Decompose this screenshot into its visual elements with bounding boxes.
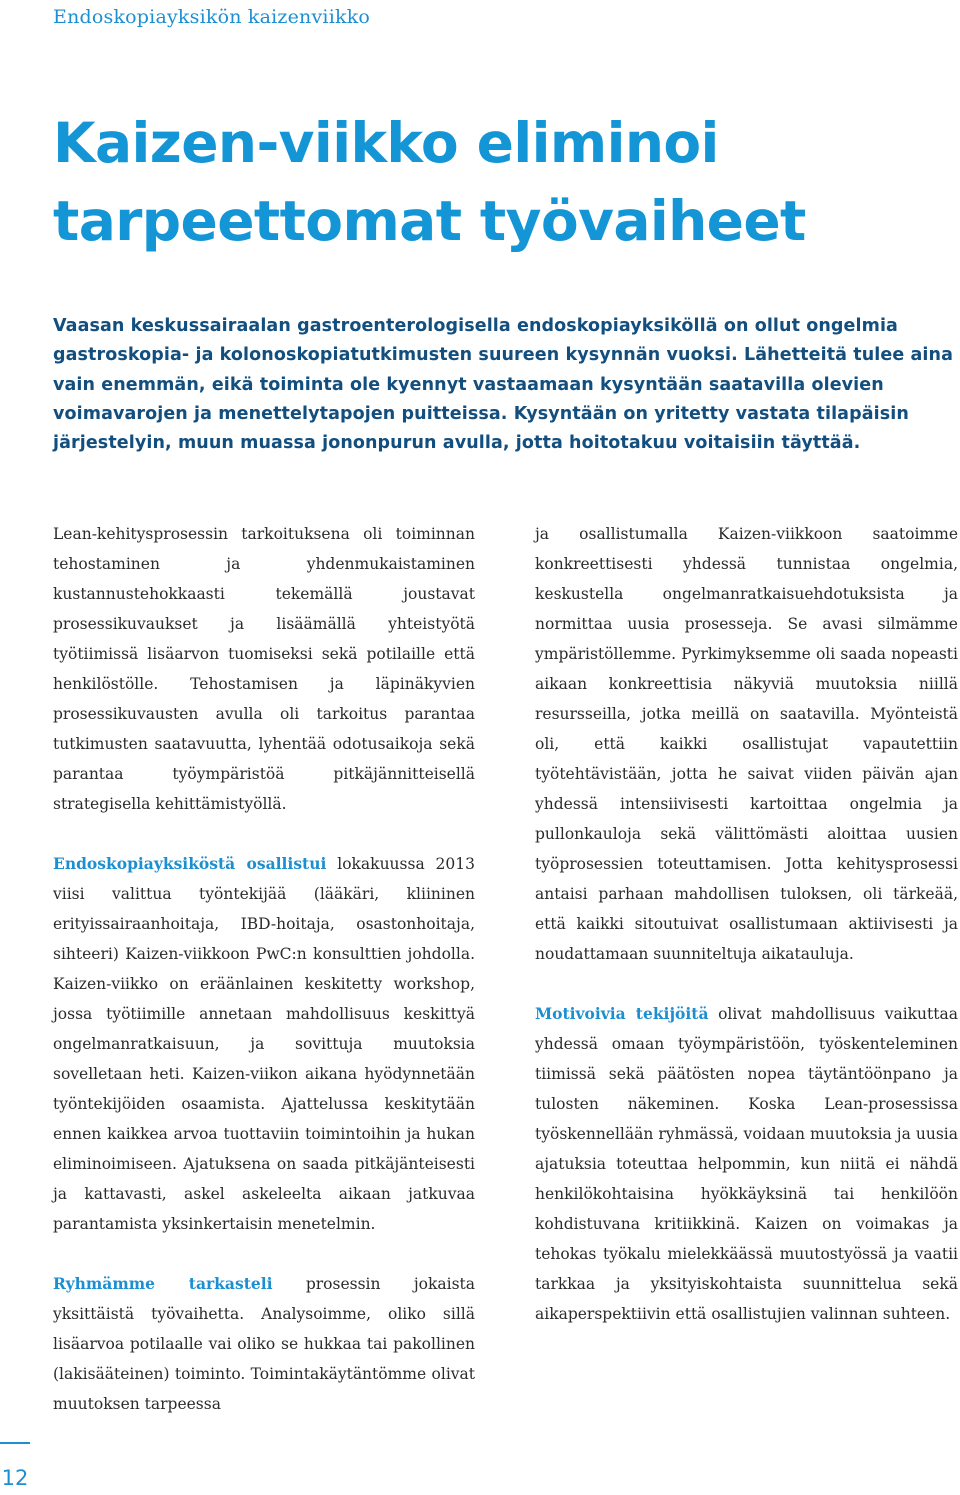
article-headline	[53, 104, 933, 260]
left-paragraph-2-lead-in: Endoskopiayksiköstä osallistui	[53, 854, 327, 873]
left-paragraph-1: Lean-kehitysprosessin tarkoituksena oli toiminnan tehostaminen ja yhdenmukaistaminen kustannustehokkaasti tekemällä joustavat prosessikuvaukset ja lisäämällä yhteistyötä työtiimissä lisäarvon tuomiseksi sekä potilaille että henkilöstölle. Tehostamisen ja läpinäkyvien prosessikuvausten avulla oli tarkoitus parantaa tutkimusten saatavuutta, lyhentää odotusaikoja sekä parantaa työympäristöä pitkäjännitteisellä strategisella kehittämistyöllä.	[53, 525, 475, 813]
left-paragraph-2-body: lokakuussa 2013 viisi valittua työntekijää (lääkäri, kliininen erityissairaanhoitaja, IBD-hoitaja, osastonhoitaja, sihteeri) Kaizen-viikkoon PwC:n konsulttien johdolla. Kaizen-viikko on eräänlainen keskitetty workshop, jossa työtiimille annetaan mahdollisuus keskittyä ongelmanratkaisuun, ja sovittuja muutoksia sovelletaan heti. Kaizen-viikon aikana hyödynnetään työntekijöiden osaamista. Ajattelussa keskitytään ennen kaikkea arvoa tuottaviin toimintoihin ja hukan eliminoimiseen. Ajatuksena on saada pitkäjänteisesti ja kattavasti, askel askeleelta aikaan jatkuvaa parantamista yksinkertaisin menetelmin.	[53, 855, 476, 1233]
left-paragraph-3-body: prosessin jokaista yksittäistä työvaihetta. Analysoimme, oliko sillä lisäarvoa potilaalle vai oliko se hukkaa tai pakollinen (lakisääteinen) toiminto. Toimintakäytäntömme olivat muutoksen tarpeessa	[53, 1275, 475, 1413]
headline-line-2: tarpeettomat työvaiheet	[53, 189, 806, 253]
left-paragraph-2	[53, 849, 475, 1239]
left-column	[53, 519, 475, 1419]
right-column	[535, 519, 958, 1329]
right-paragraph-1: ja osallistumalla Kaizen-viikkoon saatoimme konkreettisesti yhdessä tunnistaa ongelmia, keskustella ongelmanratkaisuehdotuksista ja normittaa uusia prosesseja. Se avasi silmämme ympäristöllemme. Pyrkimyksemme oli saada nopeasti aikaan konkreettisia näkyviä muutoksia niillä resursseilla, jotka meillä on saatavilla. Myönteistä oli, että kaikki osallistujat vapautettiin työtehtävistään, jotta he saivat viiden päivän ajan yhdessä intensiivisesti kartoittaa ongelmia ja pullonkauloja sekä välittömästi aloittaa uusien työprosessien toteuttamisen. Jotta kehitysprosessi antaisi parhaan mahdollisen tuloksen, oli tärkeää, että kaikki sitoutuivat osallistumaan aktiivisesti ja noudattamaan suunniteltuja aikatauluja.	[535, 525, 958, 963]
article-lede: Vaasan keskussairaalan gastroenterologisella endoskopiayksiköllä on ollut ongelmia gastroskopia- ja kolonoskopiatutkimusten suureen kysynnän vuoksi. Lähetteitä tulee aina vain enemmän, eikä toiminta ole kyennyt vastaamaan kysyntään saatavilla olevien voimavarojen ja menettelytapojen puitteissa. Kysyntään on yritetty vastata tilapäisin järjestelyin, muun muassa jononpurun avulla, jotta hoitotakuu voitaisiin täyttää.	[53, 316, 953, 454]
page-number: 12	[1, 1466, 29, 1490]
section-tag: Endoskopiayksikön kaizenviikko	[53, 6, 371, 28]
headline-line-1: Kaizen-viikko eliminoi	[53, 111, 719, 175]
right-paragraph-2-body: olivat mahdollisuus vaikuttaa yhdessä omaan työympäristöön, työskenteleminen tiimissä sekä päätösten nopea täytäntöönpano ja tulosten näkeminen. Koska Lean-prosessissa työskennellään ryhmässä, voidaan muutoksia ja uusia ajatuksia toteuttaa helpommin, kun niitä ei nähdä henkilökohtaisina hyökkäyksinä tai henkilöön kohdistuvana kritiikkinä. Kaizen on voimakas ja tehokas työkalu mielekkäässä muutostyössä ja vaatii tarkkaa ja yksityiskohtaista suunnittelua sekä aikaperspektiivin että osallistujien valinnan suhteen.	[535, 1005, 958, 1323]
left-paragraph-3	[53, 1269, 475, 1419]
page-number-rule	[0, 1442, 30, 1444]
right-paragraph-2	[535, 999, 958, 1329]
left-paragraph-3-lead-in: Ryhmämme tarkasteli	[53, 1274, 273, 1293]
right-paragraph-2-lead-in: Motivoivia tekijöitä	[535, 1004, 709, 1023]
